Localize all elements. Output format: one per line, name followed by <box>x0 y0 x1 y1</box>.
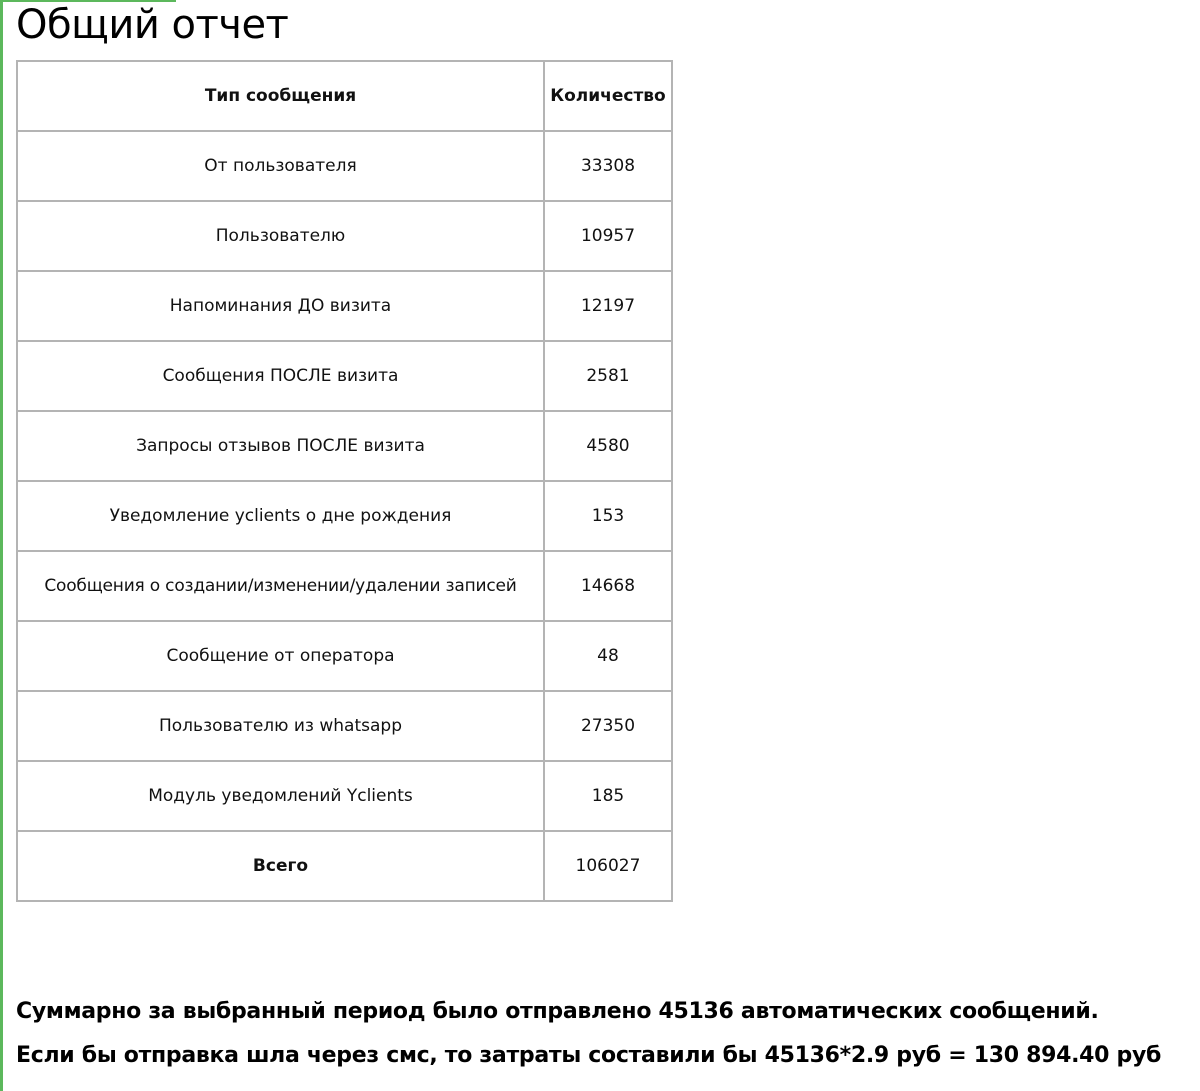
row-type: Уведомление yclients о дне рождения <box>17 481 544 551</box>
row-count: 4580 <box>544 411 672 481</box>
table-header-row <box>17 61 672 131</box>
row-type: Пользователю <box>17 201 544 271</box>
summary-line-sent: Суммарно за выбранный период было отправлено 45136 автоматических сообщений. <box>16 999 1099 1024</box>
total-count: 106027 <box>544 831 672 901</box>
row-type: Сообщение от оператора <box>17 621 544 691</box>
table-row <box>17 551 672 621</box>
row-type: От пользователя <box>17 131 544 201</box>
table-row <box>17 761 672 831</box>
table-row <box>17 691 672 761</box>
table-row <box>17 201 672 271</box>
table-row <box>17 481 672 551</box>
header-message-type: Тип сообщения <box>17 61 544 131</box>
table-row <box>17 411 672 481</box>
row-type: Напоминания ДО визита <box>17 271 544 341</box>
table-total-row <box>17 831 672 901</box>
row-type: Запросы отзывов ПОСЛЕ визита <box>17 411 544 481</box>
row-type: Сообщения ПОСЛЕ визита <box>17 341 544 411</box>
left-accent-border <box>0 0 3 1091</box>
page-title: Общий отчет <box>16 2 289 48</box>
row-count: 14668 <box>544 551 672 621</box>
row-count: 12197 <box>544 271 672 341</box>
row-count: 48 <box>544 621 672 691</box>
row-count: 153 <box>544 481 672 551</box>
total-label: Всего <box>17 831 544 901</box>
row-count: 2581 <box>544 341 672 411</box>
summary-block <box>16 990 1161 1078</box>
row-count: 27350 <box>544 691 672 761</box>
report-table <box>16 60 673 902</box>
table-row <box>17 341 672 411</box>
table-row <box>17 621 672 691</box>
table-row <box>17 131 672 201</box>
header-count: Количество <box>544 61 672 131</box>
row-count: 33308 <box>544 131 672 201</box>
row-count: 185 <box>544 761 672 831</box>
row-type: Сообщения о создании/изменении/удалении записей <box>17 551 544 621</box>
table-row <box>17 271 672 341</box>
row-type: Модуль уведомлений Yclients <box>17 761 544 831</box>
row-count: 10957 <box>544 201 672 271</box>
row-type: Пользователю из whatsapp <box>17 691 544 761</box>
summary-line-cost: Если бы отправка шла через смс, то затраты составили бы 45136*2.9 руб = 130 894.40 руб <box>16 1043 1162 1068</box>
